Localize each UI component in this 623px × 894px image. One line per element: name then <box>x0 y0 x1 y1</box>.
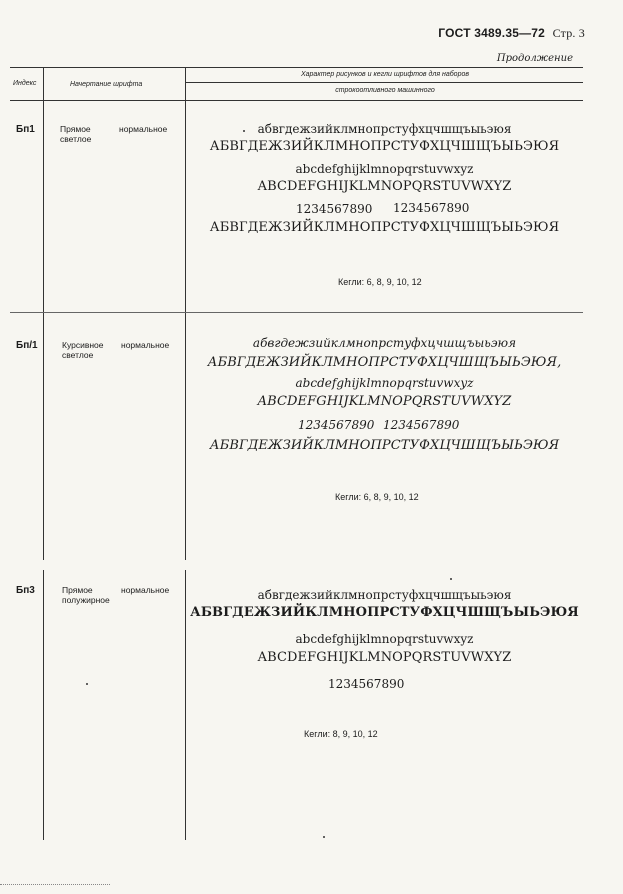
row3-uppercase-cyrillic: АБВГДЕЖЗИЙКЛМНОПРСТУФХЦЧШЩЪЫЬЭЮЯ <box>190 605 579 620</box>
row1-lowercase-cyrillic: абвгдежзийклмнопрстуфхцчшщъыьэюя <box>257 122 512 136</box>
column-divider-1-lower <box>43 570 44 840</box>
continued-label: Продолжение <box>496 53 573 64</box>
row2-digits-b: 1234567890 <box>383 418 460 432</box>
row3-index: Бп3 <box>16 585 35 596</box>
header-character-line1: Характер рисунков и кегли шрифтов для наборов <box>300 71 470 78</box>
row3-sizes: Кегли: 8, 9, 10, 12 <box>304 729 378 739</box>
row2-uppercase-cyrillic-2: АБВГДЕЖЗИЙКЛМНОПРСТУФХЦЧШЩЪЫЬЭЮЯ <box>209 438 560 453</box>
standard-number: ГОСТ 3489.35—72 <box>438 26 546 40</box>
header-character-line2: строкоотливного машинного <box>335 87 435 94</box>
row3-digits: 1234567890 <box>328 677 405 691</box>
row1-digits-a: 1234567890 <box>296 202 373 216</box>
speck <box>323 836 325 838</box>
row2-description: Курсивное нормальное светлое <box>62 340 170 360</box>
row2-sizes: Кегли: 6, 8, 9, 10, 12 <box>335 492 419 502</box>
row1-uppercase-latin: ABCDEFGHIJKLMNOPQRSTUVWXYZ <box>257 179 512 194</box>
header-inner-divider <box>185 82 583 83</box>
row3-uppercase-latin: ABCDEFGHIJKLMNOPQRSTUVWXYZ <box>257 650 512 665</box>
speck <box>450 578 452 580</box>
row2-uppercase-cyrillic: АБВГДЕЖЗИЙКЛМНОПРСТУФХЦЧШЩЪЫЬЭЮЯ, <box>207 355 562 370</box>
row1-digits-b: 1234567890 <box>393 201 470 215</box>
header-bottom-border <box>10 100 583 101</box>
table-top-border <box>10 67 583 68</box>
row3-description: Прямое нормальное полужирное <box>62 585 170 605</box>
row2-lowercase-cyrillic: абвгдежзийклмнопрстуфхцчшщъыьэюя <box>252 336 517 350</box>
footer-smudge <box>0 884 110 885</box>
row2-digits-a: 1234567890 <box>298 418 375 432</box>
column-divider-1 <box>43 67 44 560</box>
row1-index: Бп1 <box>16 124 35 135</box>
page-header <box>438 26 585 41</box>
row1-lowercase-latin: abcdefghijklmnopqrstuvwxyz <box>295 162 474 176</box>
header-index: Индекс <box>13 80 37 87</box>
row2-lowercase-latin: abcdefghijklmnopqrstuvwxyz <box>295 376 474 390</box>
row3-lowercase-cyrillic: абвгдежзийклмнопрстуфхцчшщъыьэюя <box>257 588 512 602</box>
row2-uppercase-latin: ABCDEFGHIJKLMNOPQRSTUVWXYZ <box>257 394 512 409</box>
header-style: Начертание шрифта <box>70 81 143 88</box>
row3-lowercase-latin: abcdefghijklmnopqrstuvwxyz <box>295 632 474 646</box>
row-separator-1 <box>10 312 583 313</box>
row1-uppercase-cyrillic-2: АБВГДЕЖЗИЙКЛМНОПРСТУФХЦЧШЩЪЫЬЭЮЯ <box>209 220 560 235</box>
row1-uppercase-cyrillic: АБВГДЕЖЗИЙКЛМНОПРСТУФХЦЧШЩЪЫЬЭЮЯ <box>209 139 560 154</box>
row1-sizes: Кегли: 6, 8, 9, 10, 12 <box>338 277 422 287</box>
page-number: Стр. 3 <box>552 26 585 40</box>
row2-index: Бп/1 <box>16 340 38 351</box>
speck <box>86 683 88 685</box>
row1-description: Прямое нормальное светлое <box>60 124 168 144</box>
